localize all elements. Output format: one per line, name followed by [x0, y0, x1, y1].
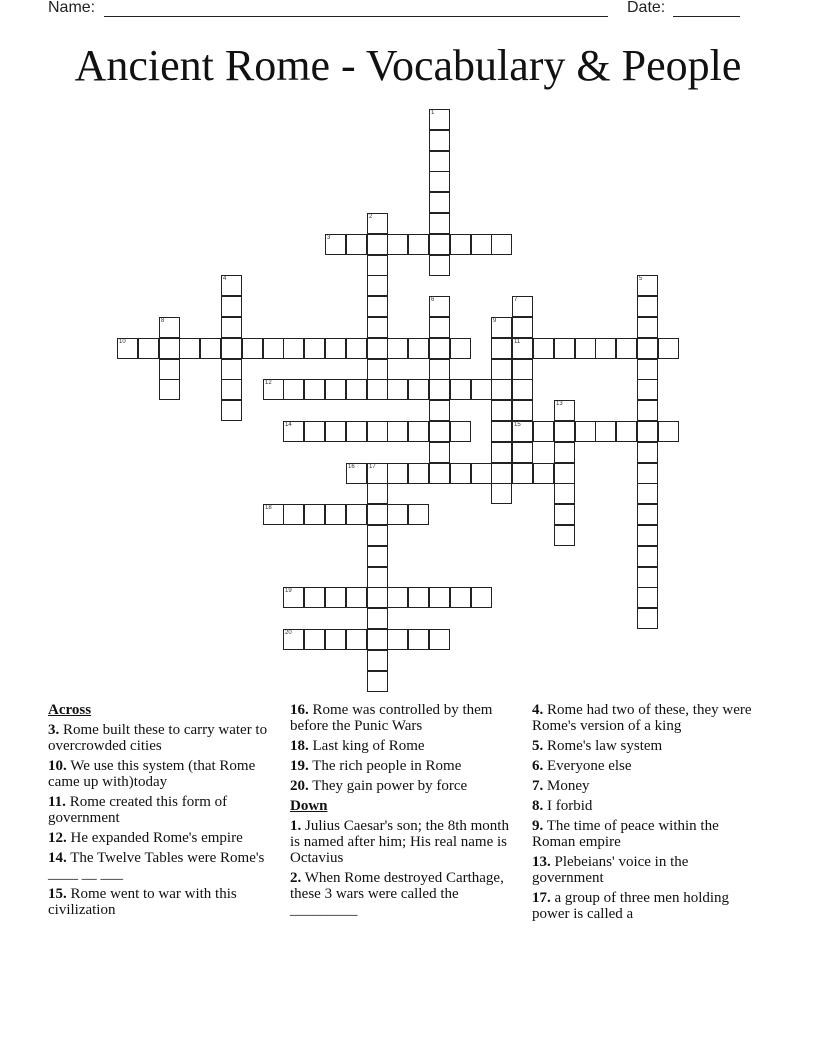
grid-cell[interactable] [221, 317, 242, 338]
grid-cell[interactable] [367, 608, 388, 629]
grid-cell[interactable] [221, 296, 242, 317]
grid-cell[interactable] [408, 463, 429, 484]
grid-cell[interactable] [637, 504, 658, 525]
grid-cell[interactable] [346, 338, 367, 359]
grid-cell[interactable] [325, 421, 346, 442]
grid-cell[interactable] [575, 338, 596, 359]
grid-cell[interactable] [512, 359, 533, 380]
grid-cell[interactable] [450, 587, 471, 608]
clue-across-11: 11. Rome created this form of government [48, 794, 228, 826]
grid-cell[interactable] [512, 338, 533, 359]
grid-cell[interactable] [533, 421, 554, 442]
grid-cell[interactable] [554, 421, 575, 442]
clue-number: 10 [119, 339, 126, 345]
grid-cell[interactable] [367, 421, 388, 442]
grid-cell[interactable] [512, 400, 533, 421]
grid-cell[interactable] [325, 338, 346, 359]
grid-cell[interactable] [512, 442, 533, 463]
grid-cell[interactable] [138, 338, 159, 359]
grid-cell[interactable] [367, 525, 388, 546]
grid-cell[interactable] [325, 587, 346, 608]
grid-cell[interactable] [179, 338, 200, 359]
clue-across-10: 10. We use this system (that Rome came up with)today [48, 758, 256, 790]
clue-number: 13 [556, 401, 563, 407]
grid-cell[interactable] [387, 504, 408, 525]
clue-number: 2 [369, 214, 373, 220]
grid-cell[interactable] [471, 234, 492, 255]
grid-cell[interactable] [325, 504, 346, 525]
grid-cell[interactable] [595, 421, 616, 442]
grid-cell[interactable] [450, 421, 471, 442]
clue-down-5: 5. Rome's law system [532, 738, 663, 754]
grid-cell[interactable] [637, 463, 658, 484]
grid-cell[interactable] [471, 463, 492, 484]
grid-cell[interactable] [450, 463, 471, 484]
clue-number: 15 [514, 422, 521, 428]
grid-cell[interactable] [283, 421, 304, 442]
grid-cell[interactable] [637, 275, 658, 296]
grid-cell[interactable] [450, 234, 471, 255]
grid-cell[interactable] [533, 463, 554, 484]
grid-cell[interactable] [512, 296, 533, 317]
grid-cell[interactable] [346, 421, 367, 442]
grid-cell[interactable] [429, 421, 450, 442]
grid-cell[interactable] [554, 338, 575, 359]
grid-cell[interactable] [637, 296, 658, 317]
grid-cell[interactable] [159, 379, 180, 400]
grid-cell[interactable] [491, 234, 512, 255]
clue-across-14: 14. The Twelve Tables were Rome's ____ __ ___ [48, 850, 265, 882]
clue-across-19: 19. The rich people in Rome [290, 758, 462, 774]
clue-number: 5 [639, 276, 643, 282]
grid-cell[interactable] [429, 213, 450, 234]
grid-cell[interactable] [387, 629, 408, 650]
grid-cell[interactable] [367, 338, 388, 359]
grid-cell[interactable] [637, 317, 658, 338]
grid-cell[interactable] [512, 421, 533, 442]
grid-cell[interactable] [491, 317, 512, 338]
grid-cell[interactable] [221, 359, 242, 380]
grid-cell[interactable] [283, 379, 304, 400]
grid-cell[interactable] [221, 379, 242, 400]
grid-cell[interactable] [554, 525, 575, 546]
grid-cell[interactable] [367, 213, 388, 234]
grid-cell[interactable] [658, 421, 679, 442]
grid-cell[interactable] [429, 338, 450, 359]
grid-cell[interactable] [429, 171, 450, 192]
grid-cell[interactable] [658, 338, 679, 359]
grid-cell[interactable] [325, 629, 346, 650]
grid-cell[interactable] [491, 379, 512, 400]
grid-cell[interactable] [637, 338, 658, 359]
grid-cell[interactable] [408, 421, 429, 442]
grid-cell[interactable] [283, 629, 304, 650]
grid-cell[interactable] [429, 359, 450, 380]
grid-cell[interactable] [159, 338, 180, 359]
grid-cell[interactable] [159, 359, 180, 380]
clue-down-7: 7. Money [532, 778, 590, 794]
clue-across-16: 16. Rome was controlled by them before the Punic Wars [290, 702, 493, 734]
grid-cell[interactable] [367, 463, 388, 484]
grid-cell[interactable] [491, 400, 512, 421]
grid-cell[interactable] [221, 400, 242, 421]
grid-cell[interactable] [367, 234, 388, 255]
grid-cell[interactable] [491, 463, 512, 484]
grid-cell[interactable] [367, 483, 388, 504]
clue-down-2: 2. When Rome destroyed Carthage, these 3 wars were called the _________ [290, 870, 504, 918]
grid-cell[interactable] [429, 587, 450, 608]
grid-cell[interactable] [595, 338, 616, 359]
grid-cell[interactable] [616, 338, 637, 359]
grid-cell[interactable] [616, 421, 637, 442]
grid-cell[interactable] [387, 338, 408, 359]
date-label: Date: [627, 0, 666, 16]
grid-cell[interactable] [429, 109, 450, 130]
grid-cell[interactable] [429, 463, 450, 484]
grid-cell[interactable] [367, 587, 388, 608]
grid-cell[interactable] [263, 379, 284, 400]
clue-down-17: 17. a group of three men holding power is called a [532, 890, 730, 922]
grid-cell[interactable] [367, 629, 388, 650]
clue-number: 6 [431, 297, 435, 303]
grid-cell[interactable] [367, 255, 388, 276]
clue-number: 11 [514, 339, 521, 345]
clue-number: 9 [493, 318, 497, 324]
grid-cell[interactable] [263, 338, 284, 359]
grid-cell[interactable] [346, 504, 367, 525]
clue-down-8: 8. I forbid [532, 798, 593, 814]
grid-cell[interactable] [367, 671, 388, 692]
grid-cell[interactable] [408, 379, 429, 400]
clue-number: 1 [431, 110, 435, 116]
clue-down-9: 9. The time of peace within the Roman empire [532, 818, 719, 850]
grid-cell[interactable] [429, 400, 450, 421]
grid-cell[interactable] [367, 359, 388, 380]
grid-cell[interactable] [491, 338, 512, 359]
grid-cell[interactable] [429, 379, 450, 400]
grid-cell[interactable] [387, 587, 408, 608]
grid-cell[interactable] [408, 504, 429, 525]
clue-number: 12 [265, 380, 272, 386]
clue-across-3: 3. Rome built these to carry water to overcrowded cities [48, 722, 268, 754]
grid-cell[interactable] [429, 234, 450, 255]
grid-cell[interactable] [512, 463, 533, 484]
grid-cell[interactable] [637, 483, 658, 504]
grid-cell[interactable] [283, 587, 304, 608]
grid-cell[interactable] [637, 359, 658, 380]
grid-cell[interactable] [491, 442, 512, 463]
clue-down-13: 13. Plebeians' voice in the government [532, 854, 689, 886]
grid-cell[interactable] [387, 421, 408, 442]
grid-cell[interactable] [367, 317, 388, 338]
grid-cell[interactable] [346, 629, 367, 650]
grid-cell[interactable] [491, 483, 512, 504]
grid-cell[interactable] [408, 587, 429, 608]
grid-cell[interactable] [387, 463, 408, 484]
grid-cell[interactable] [117, 338, 138, 359]
grid-cell[interactable] [304, 421, 325, 442]
grid-cell[interactable] [554, 442, 575, 463]
grid-cell[interactable] [325, 379, 346, 400]
grid-cell[interactable] [263, 504, 284, 525]
grid-cell[interactable] [367, 275, 388, 296]
clue-number: 3 [327, 235, 331, 241]
grid-cell[interactable] [367, 379, 388, 400]
grid-cell[interactable] [367, 567, 388, 588]
grid-cell[interactable] [637, 400, 658, 421]
grid-cell[interactable] [304, 379, 325, 400]
grid-cell[interactable] [325, 234, 346, 255]
grid-cell[interactable] [221, 275, 242, 296]
grid-cell[interactable] [346, 463, 367, 484]
clue-number: 16 [348, 464, 355, 470]
grid-cell[interactable] [159, 317, 180, 338]
grid-cell[interactable] [429, 296, 450, 317]
grid-cell[interactable] [367, 546, 388, 567]
grid-cell[interactable] [637, 379, 658, 400]
clue-number: 18 [265, 505, 272, 511]
clue-number: 17 [369, 464, 376, 470]
grid-cell[interactable] [533, 338, 554, 359]
down-heading: Down [290, 798, 328, 814]
clue-across-15: 15. Rome went to war with this civilization [48, 886, 237, 918]
grid-cell[interactable] [637, 421, 658, 442]
grid-cell[interactable] [283, 504, 304, 525]
grid-cell[interactable] [304, 504, 325, 525]
clue-across-20: 20. They gain power by force [290, 778, 468, 794]
grid-cell[interactable] [304, 587, 325, 608]
grid-cell[interactable] [304, 338, 325, 359]
grid-cell[interactable] [408, 234, 429, 255]
grid-cell[interactable] [450, 379, 471, 400]
grid-cell[interactable] [429, 317, 450, 338]
clue-number: 7 [514, 297, 518, 303]
grid-cell[interactable] [367, 650, 388, 671]
grid-cell[interactable] [512, 379, 533, 400]
grid-cell[interactable] [387, 379, 408, 400]
grid-cell[interactable] [200, 338, 221, 359]
clue-number: 19 [285, 588, 292, 594]
clue-across-12: 12. He expanded Rome's empire [48, 830, 243, 846]
clue-number: 8 [161, 318, 165, 324]
name-label: Name: [48, 0, 96, 16]
clue-across-18: 18. Last king of Rome [290, 738, 425, 754]
grid-cell[interactable] [637, 587, 658, 608]
grid-cell[interactable] [512, 317, 533, 338]
grid-cell[interactable] [637, 525, 658, 546]
grid-cell[interactable] [429, 130, 450, 151]
grid-cell[interactable] [554, 400, 575, 421]
clue-down-1: 1. Julius Caesar's son; the 8th month is named after him; His real name is Octavius [290, 818, 509, 866]
clue-column-2 [290, 702, 520, 922]
grid-cell[interactable] [367, 504, 388, 525]
grid-cell[interactable] [471, 587, 492, 608]
grid-cell[interactable] [554, 483, 575, 504]
clue-down-6: 6. Everyone else [532, 758, 632, 774]
grid-cell[interactable] [637, 546, 658, 567]
page-title: Ancient Rome - Vocabulary & People [74, 41, 742, 90]
grid-cell[interactable] [367, 296, 388, 317]
clue-column-3 [532, 702, 762, 926]
grid-cell[interactable] [429, 192, 450, 213]
clue-number: 20 [285, 630, 292, 636]
clue-number: 4 [223, 276, 227, 282]
grid-cell[interactable] [637, 567, 658, 588]
grid-cell[interactable] [429, 151, 450, 172]
grid-cell[interactable] [346, 234, 367, 255]
across-heading: Across [48, 702, 92, 718]
grid-cell[interactable] [387, 234, 408, 255]
grid-cell[interactable] [637, 608, 658, 629]
grid-cell[interactable] [637, 442, 658, 463]
grid-cell[interactable] [471, 379, 492, 400]
clue-number: 14 [285, 422, 292, 428]
grid-cell[interactable] [408, 338, 429, 359]
grid-cell[interactable] [221, 338, 242, 359]
grid-cell[interactable] [304, 629, 325, 650]
grid-cell[interactable] [554, 463, 575, 484]
grid-cell[interactable] [429, 629, 450, 650]
grid-cell[interactable] [429, 255, 450, 276]
clue-column-1 [48, 702, 278, 922]
grid-cell[interactable] [242, 338, 263, 359]
grid-cell[interactable] [491, 421, 512, 442]
grid-cell[interactable] [408, 629, 429, 650]
clue-down-4: 4. Rome had two of these, they were Rome's version of a king [532, 702, 752, 734]
grid-cell[interactable] [554, 504, 575, 525]
grid-cell[interactable] [346, 379, 367, 400]
grid-cell[interactable] [429, 442, 450, 463]
grid-cell[interactable] [346, 587, 367, 608]
grid-cell[interactable] [283, 338, 304, 359]
grid-cell[interactable] [575, 421, 596, 442]
grid-cell[interactable] [450, 338, 471, 359]
grid-cell[interactable] [491, 359, 512, 380]
